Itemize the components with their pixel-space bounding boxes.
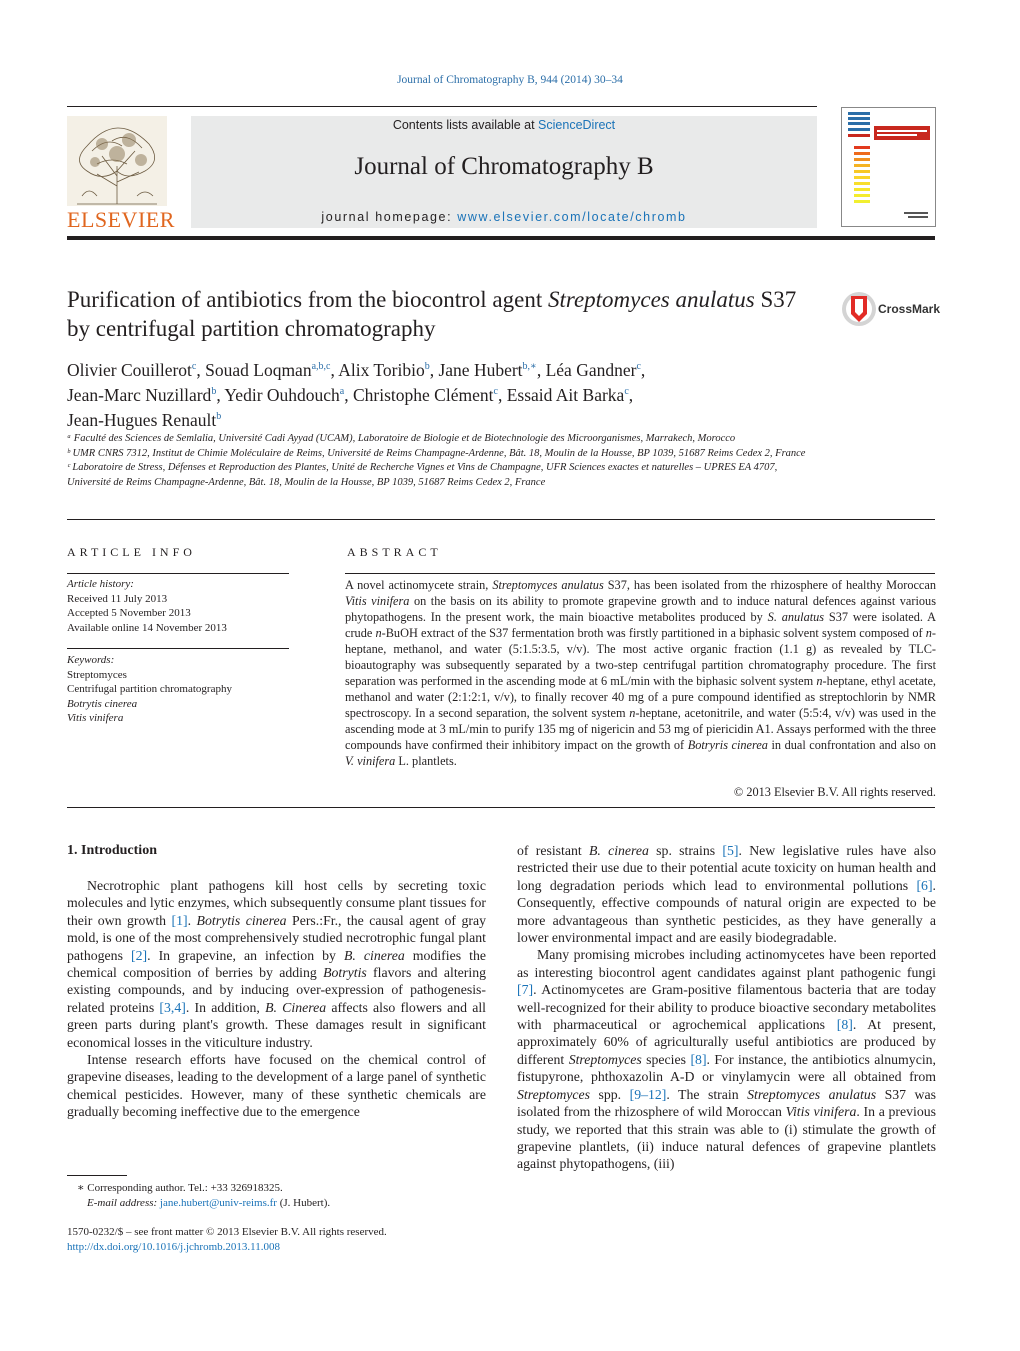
contents-line — [191, 118, 817, 132]
elsevier-tree-icon — [67, 116, 167, 206]
keyword: Streptomyces — [67, 668, 127, 681]
author-list — [67, 356, 807, 430]
author-separator: , — [330, 359, 339, 380]
article-history — [67, 577, 289, 635]
footnotes — [67, 1181, 487, 1211]
author-separator: , — [344, 384, 353, 405]
doi-link[interactable]: http://dx.doi.org/10.1016/j.jchromb.2013.11.008 — [67, 1241, 280, 1253]
author-separator: , — [196, 359, 206, 380]
header-thick-rule — [67, 236, 935, 240]
section-heading-introduction: 1. Introduction — [67, 843, 157, 858]
author-separator: , — [216, 384, 225, 405]
affiliations — [67, 432, 817, 490]
sciencedirect-link[interactable]: ScienceDirect — [538, 118, 616, 132]
crossmark-label[interactable]: CrossMark — [878, 302, 941, 316]
abstract-text: A novel actinomycete strain, Streptomyces anulatus S37, has been isolated from the rhizosphere of healthy Moroccan Vitis vinifera on the basis on its ability to promote grapevine growth and to induce natural defences against various phytopathogens. In the present work, the main bioactive metabolites produced by S. anulatus S37 were isolated. A crude n-BuOH extract of the S37 fermentation broth was firstly partitioned in a biphasic solvent system composed of n-heptane, methanol, and water (5:1.5:3.5, v/v). The most active organic fraction (1.1 g) as revealed by TLC-bioautography was subsequently separated by a two-step centrifugal partition chromatography procedure. The first separation was performed in the ascending mode at 6 mL/min with the biphasic solvent system n-heptane, ethyl acetate, methanol and water (2:1:2:1, v/v), to finally recover 40 mg of a pure compound identified as streptochlorin by NMR spectroscopy. In a second separation, the solvent system n-heptane, acetonitrile, and water (5:5:4, v/v) was used in the ascending mode at 3 mL/min to purify 135 mg of nigericin and 53 mg of piericidin A1. Assays performed with the three compounds have confirmed their inhibitory impact on the growth of Botryris cinerea in dual confrontation and also on V. vinifera L. plantlets. — [345, 578, 937, 768]
accepted-date: Accepted 5 November 2013 — [67, 607, 191, 619]
journal-masthead — [191, 116, 817, 228]
online-date: Available online 14 November 2013 — [67, 621, 227, 634]
abstract-heading: ABSTRACT — [347, 545, 442, 559]
author-affiliation-marker[interactable]: a,b,c — [311, 361, 331, 372]
journal-citation[interactable]: Journal of Chromatography B, 944 (2014) 30–34 — [397, 74, 623, 86]
author-affiliation-marker[interactable]: c — [191, 361, 197, 372]
abstract-copyright: © 2013 Elsevier B.V. All rights reserved. — [733, 785, 936, 799]
keywords-label: Keywords: — [67, 654, 115, 666]
keyword: Centrifugal partition chromatography — [67, 683, 232, 695]
journal-title: Journal of Chromatography B — [354, 153, 654, 180]
title-species: Streptomyces anulatus — [547, 287, 755, 312]
body-column-right — [517, 842, 936, 1173]
affiliation-b: ᵇ UMR CNRS 7312, Institut de Chimie Moléculaire de Reims, Université de Reims Champagne-Ardenne, Bât. 18, Moulin de la Housse, BP 1039, 51687 Reims Cedex 2, France — [67, 447, 806, 459]
journal-cover-thumbnail — [841, 107, 936, 227]
author-name: Christophe Clément — [353, 384, 494, 405]
issn-block — [67, 1225, 487, 1255]
section-divider — [67, 519, 935, 520]
author-separator: , — [536, 359, 546, 380]
received-date: Received 11 July 2013 — [67, 592, 168, 605]
footnote-rule — [67, 1175, 127, 1176]
author-affiliation-marker[interactable]: c — [636, 361, 641, 372]
affiliation-a: ᵃ Faculté des Sciences de Semlalia, Université Cadi Ayyad (UCAM), Laboratoire de Biologie et de Biotechnologie des Microorganismes, Marrakech, Morocco — [67, 433, 736, 444]
crossmark-icon — [840, 290, 878, 328]
homepage-line — [191, 210, 817, 224]
author-name: Jean-Marc Nuzillard — [67, 384, 212, 405]
body-column-left — [67, 877, 486, 1121]
corresponding-author-note: ∗ Corresponding author. Tel.: +33 326918325. — [77, 1182, 283, 1194]
author-affiliation-marker[interactable]: a — [339, 385, 345, 397]
author-name: Yedir Ouhdouch — [224, 384, 340, 405]
author-name: Essaid Ait Barka — [506, 384, 625, 405]
keywords-block — [67, 653, 289, 726]
body-paragraph: Many promising microbes including actinomycetes have been reported as interesting biocontrol agent candidates against plant pathogenic fungi [7]. Actinomycetes are Gram-positive filamentous bacteria that are today well-recognized for their ability to produce bioactive secondary metabolites with pharmaceutical or agrochemical applications [8]. At present, approximately 60% of agriculturally useful antibiotics are produced by different Streptomyces species [8]. For instance, the antibiotics alnumycin, fistupyrone, phthoxazolin A-D or vinylamycin were all obtained from Streptomyces spp. [9–12]. The strain Streptomyces anulatus S37 was isolated from the rhizosphere of wild Moroccan Vitis vinifera. In a previous study, we reported that this strain was able to (i) stimulate the growth of grapevine plantlets, (ii) induce natural defences of grapevine plantlets against phytopathogens, (iii) — [517, 947, 936, 1172]
homepage-link[interactable]: www.elsevier.com/locate/chromb — [457, 210, 687, 224]
author-separator: , — [429, 359, 439, 380]
email-suffix: (J. Hubert). — [276, 1197, 331, 1209]
body-paragraph: of resistant B. cinerea sp. strains [5]. New legislative rules have also restricted their use due to their potential acute toxicity on human health and long degradation periods which lead to environmental pollutions [6]. Consequently, effective compounds of natural origin are expected to be more advantageous than synthetic pesticides, as they have generally a lower environmental impact and are easily biodegradable. — [517, 843, 936, 946]
email-link[interactable]: jane.hubert@univ-reims.fr — [159, 1197, 277, 1209]
publisher-name: ELSEVIER — [67, 207, 175, 232]
author-affiliation-marker[interactable]: b,∗ — [522, 361, 537, 372]
info-divider — [67, 573, 289, 574]
author-affiliation-marker[interactable]: c — [493, 385, 498, 397]
author-name: Souad Loqman — [205, 359, 312, 380]
title-part-1: Purification of antibiotics from the biocontrol agent — [67, 287, 548, 312]
author-separator: , — [628, 384, 634, 405]
affiliation-c: ᶜ Laboratoire de Stress, Défenses et Reproduction des Plantes, Unité de Recherche Vignes et Vins de Champagne, UFR Sciences exactes et naturelles – UPRES EA 4707, Université de Reims Champagne-Ardenne, Bât. 18, Moulin de la Housse, BP 1039, 51687 Reims Cedex 2, France — [67, 462, 778, 488]
author-affiliation-marker[interactable]: b — [211, 385, 217, 397]
abstract-divider — [345, 573, 935, 574]
issn-line: 1570-0232/$ – see front matter © 2013 Elsevier B.V. All rights reserved. — [67, 1226, 387, 1238]
author-separator: , — [497, 384, 507, 405]
author-affiliation-marker[interactable]: c — [624, 385, 629, 397]
body-paragraph: Intense research efforts have focused on the chemical control of grapevine diseases, leading to the development of a large panel of synthetic chemical pesticides. However, many of these synthetic chemicals are gradually becoming ineffective due to the emergence — [67, 1052, 486, 1120]
article-title — [67, 285, 807, 343]
email-label: E-mail address: — [87, 1197, 160, 1209]
journal-cover-icon — [842, 108, 935, 226]
author-name: Alix Toribio — [338, 359, 425, 380]
title-part-2: S37 by centrifugal partition chromatography — [67, 287, 797, 341]
keyword: Botrytis cinerea — [67, 697, 138, 710]
author-name: Jean-Hugues Renault — [67, 409, 217, 430]
article-info-heading: ARTICLE INFO — [67, 545, 196, 559]
contents-prefix: Contents lists available at — [392, 118, 539, 132]
keywords-divider — [67, 648, 289, 649]
homepage-prefix: journal homepage: — [321, 210, 458, 224]
author-affiliation-marker[interactable]: b — [424, 361, 430, 372]
header-top-rule — [67, 106, 817, 107]
author-separator: , — [640, 359, 646, 380]
body-divider — [67, 807, 935, 808]
author-name: Jane Hubert — [438, 359, 523, 380]
author-affiliation-marker[interactable]: b — [216, 410, 222, 422]
body-paragraph: Necrotrophic plant pathogens kill host cells by secreting toxic molecules and lytic enzymes, which subsequently consume plant tissues for their own growth [1]. Botrytis cinerea Pers.:Fr., the causal agent of gray mold, is one of the most comprehensively studied necrotrophic fungal plant pathogens [2]. In grapevine, an infection by B. cinerea modifies the chemical composition of berries by adding Botrytis flavors and altering existing compounds, and by inducing over-expression of pathogenesis-related proteins [3,4]. In addition, B. Cinerea affects also flowers and all green parts during plant's growth. These damages result in significant economical losses in the viticulture industry. — [67, 878, 487, 1050]
author-name: Olivier Couillerot — [67, 359, 192, 380]
keyword: Vitis vinifera — [67, 712, 124, 724]
email-line — [67, 1196, 487, 1211]
author-name: Léa Gandner — [545, 359, 637, 380]
history-label: Article history: — [67, 578, 134, 590]
